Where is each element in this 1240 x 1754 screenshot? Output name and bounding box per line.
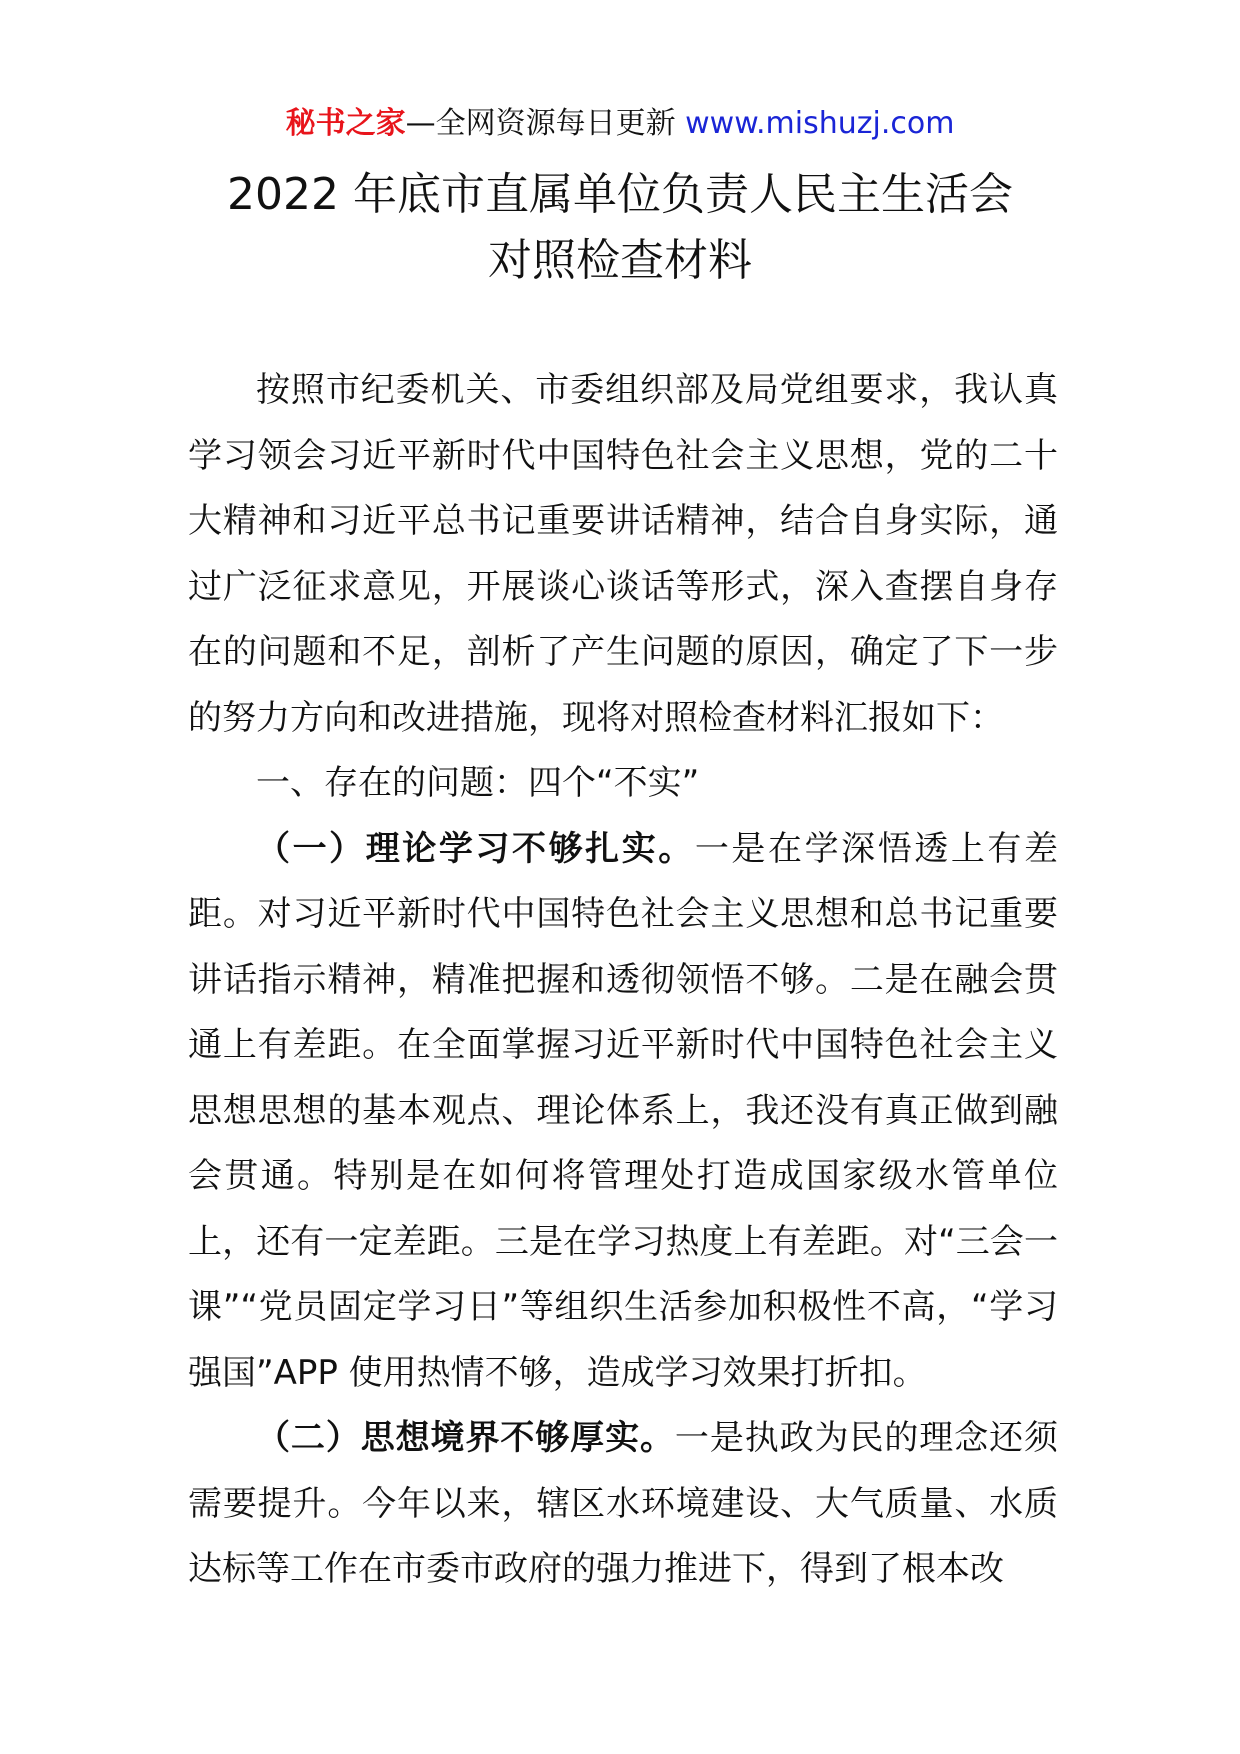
item-1-paragraph bbox=[188, 817, 1058, 1407]
item-2-paragraph bbox=[188, 1406, 1058, 1603]
item-2-heading: （二）思想境界不够厚实。 bbox=[256, 1418, 675, 1458]
item-1-text: 一是在学深悟透上有差距。对习近平新时代中国特色社会主义思想和总书记重要讲话指示精神，精准把握和透彻领悟不够。二是在融会贯通上有差距。在全面掌握习近平新时代中国特色社会主义思想思想的基本观点、理论体系上，我还没有真正做到融会贯通。特别是在如何将管理处打造成国家级水管单位上，还有一定差距。三是在学习热度上有差距。对“三会一课”“党员固定学习日”等组织生活参加积极性不高，“学习强国”APP 使用热情不够，造成学习效果打折扣。 bbox=[188, 828, 1059, 1393]
item-2-text: 一是执政为民的理念还须需要提升。今年以来，辖区水环境建设、大气质量、水质达标等工作在市委市政府的强力推进下，得到了根本改 bbox=[188, 1418, 1059, 1589]
brand-name: 秘书之家 bbox=[285, 106, 406, 141]
section-1-heading: 一、存在的问题：四个“不实” bbox=[256, 763, 700, 803]
intro-paragraph: 按照市纪委机关、市委组织部及局党组要求，我认真学习领会习近平新时代中国特色社会主义思想，党的二十大精神和习近平总书记重要讲话精神，结合自身实际，通过广泛征求意见，开展谈心谈话等形式，深入查摆自身存在的问题和不足，剖析了产生问题的原因，确定了下一步的努力方向和改进措施，现将对照检查材料汇报如下： bbox=[188, 370, 1058, 738]
site-url-link[interactable]: www.mishuzj.com bbox=[685, 106, 955, 141]
header-tagline: —全网资源每日更新 bbox=[405, 106, 686, 141]
item-1-heading: （一）理论学习不够扎实。 bbox=[256, 828, 695, 869]
title-line-1: 2022 年底市直属单位负责人民主生活会 bbox=[227, 169, 1013, 220]
document-body bbox=[188, 358, 1058, 1603]
document-title bbox=[0, 162, 1240, 294]
title-line-2: 对照检查材料 bbox=[488, 235, 752, 286]
site-header bbox=[0, 102, 1240, 146]
